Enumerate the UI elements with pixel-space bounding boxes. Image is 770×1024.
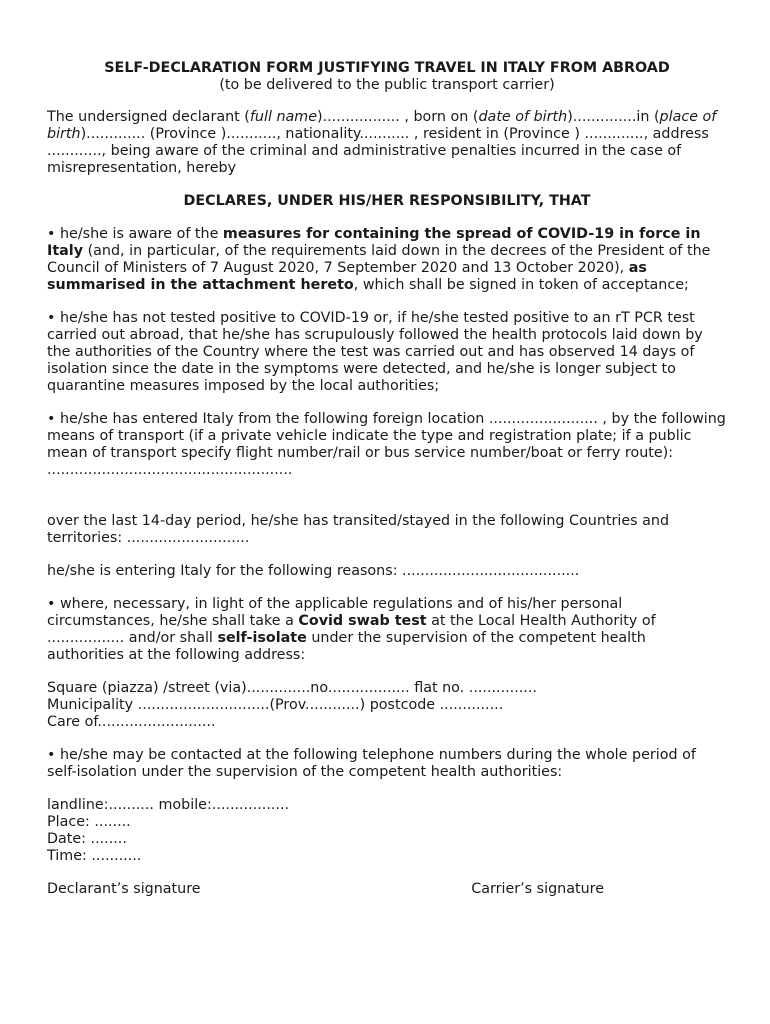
item-test-status: • he/she has not tested positive to COVID-19 or, if he/she tested positive to an rT PCR test carried out abroad, that he/she has scrupulously followed the health protocols laid down by the authorities of the Country where the test was carried out and has observed 14 days of isolation since the date in the symptoms were detected, and he/she is longer subject to quarantine measures imposed by the local authorities; [47,310,703,394]
intro-paragraph [47,109,727,177]
address-municipality-line: Municipality .............................(Prov............) postcode .............. [47,697,504,713]
form-title: SELF-DECLARATION FORM JUSTIFYING TRAVEL IN ITALY FROM ABROAD [104,60,670,76]
item-measures [47,226,727,294]
date-of-birth-label: date of birth [478,109,568,125]
address-care-of-line: Care of.......................... [47,714,216,730]
item-measures-bold-1: measures for containing the spread of COVID-19 in force in Italy [47,226,701,259]
time-line: Time: ........... [47,848,142,864]
place-line: Place: ........ [47,814,131,830]
contact-details [47,797,727,865]
intro-text-1: The undersigned declarant ( [47,109,250,125]
item-swab-bold-2: self-isolate [217,630,307,646]
intro-text-2: )................. , born on ( [317,109,479,125]
transit-countries: over the last 14-day period, he/she has transited/stayed in the following Countries and territories: ........................... [47,513,670,546]
form-subtitle: (to be delivered to the public transport carrier) [219,77,555,93]
declarant-signature-label: Declarant’s signature [47,881,201,897]
item-measures-text-1: • he/she is aware of the [47,226,223,242]
item-swab-test [47,596,727,664]
phone-line: landline:.......... mobile:................. [47,797,290,813]
item-swab-text-2: at the Local Health Authority of ................. and/or shall [47,613,656,646]
item-swab-text-3: under the supervision of the competent health authorities at the following address: [47,630,646,663]
intro-text-4: )............. (Province )..........., nationality........... , resident in (Province ) ............., address ............, being aware of the criminal and administrative penalties incurred in the case of misrepresentation, hereby [47,126,709,176]
address-street-line: Square (piazza) /street (via)..............no.................. flat no. ............... [47,680,537,696]
item-swab-text-1: • where, necessary, in light of the applicable regulations and of his/her personal circumstances, he/she shall take a [47,596,623,629]
declares-heading: DECLARES, UNDER HIS/HER RESPONSIBILITY, THAT [183,193,591,209]
item-measures-text-3: , which shall be signed in token of acceptance; [353,277,689,293]
item-measures-bold-2: as summarised in the attachment hereto [47,260,647,293]
place-of-birth-label: place of birth [47,109,717,142]
carrier-signature-label: Carrier’s signature [471,881,604,897]
item-contact: • he/she may be contacted at the following telephone numbers during the whole period of self-isolation under the supervision of the competent health authorities: [47,747,696,780]
item-entry-location: • he/she has entered Italy from the following foreign location ........................ , by the following means of transport (if a private vehicle indicate the type and registration plate; if a public mean of transport specify flight number/rail or bus service number/boat or ferry route): ...................................................... [47,411,726,478]
full-name-label: full name [249,109,318,125]
item-measures-text-2: (and, in particular, of the requirements laid down in the decrees of the President of the Council of Ministers of 7 August 2020, 7 September 2020 and 13 October 2020), [47,243,711,276]
signature-row [47,881,604,898]
form-content [47,60,727,898]
isolation-address [47,680,727,731]
intro-text-3: )..............in ( [567,109,660,125]
date-line: Date: ........ [47,831,127,847]
entry-reasons: he/she is entering Italy for the following reasons: ....................................... [47,563,580,579]
item-swab-bold-1: Covid swab test [298,613,427,629]
